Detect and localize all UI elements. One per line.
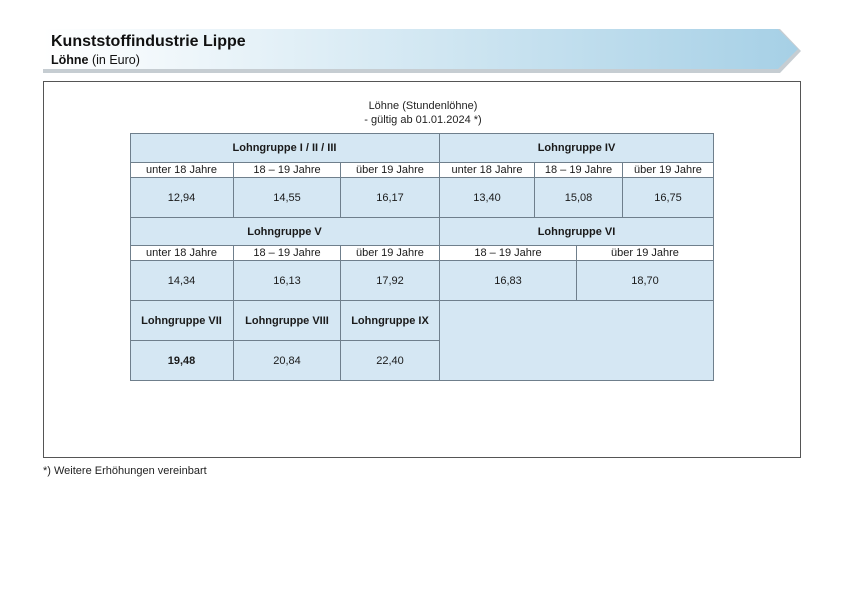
wage-value: 14,55: [234, 178, 341, 218]
footnote: *) Weitere Erhöhungen vereinbart: [43, 465, 207, 477]
wage-table: [130, 133, 714, 381]
age-header: über 19 Jahre: [341, 246, 440, 261]
empty-cell: [440, 301, 714, 381]
age-header: 18 – 19 Jahre: [535, 163, 623, 178]
group-header-7: Lohngruppe VII: [130, 301, 234, 341]
wage-value: 16,17: [341, 178, 440, 218]
wage-value: 19,48: [130, 341, 234, 381]
table-heading-line2: - gültig ab 01.01.2024 *): [364, 114, 482, 126]
age-header: 18 – 19 Jahre: [440, 246, 577, 261]
wage-value: 14,34: [130, 261, 234, 301]
age-header: 18 – 19 Jahre: [234, 246, 341, 261]
age-header: unter 18 Jahre: [130, 163, 234, 178]
page-title: Kunststoffindustrie Lippe: [51, 33, 246, 50]
group-header-6: Lohngruppe VI: [440, 218, 714, 246]
wage-value: 20,84: [234, 341, 341, 381]
wage-value: 16,75: [623, 178, 714, 218]
wage-value: 18,70: [577, 261, 714, 301]
group-header-8: Lohngruppe VIII: [234, 301, 341, 341]
group-header-1-3: Lohngruppe I / II / III: [130, 133, 440, 163]
table-heading-line1: Löhne (Stundenlöhne): [368, 100, 478, 112]
group-header-9: Lohngruppe IX: [341, 301, 440, 341]
wage-value: 15,08: [535, 178, 623, 218]
age-header: über 19 Jahre: [341, 163, 440, 178]
age-header: 18 – 19 Jahre: [234, 163, 341, 178]
wage-value: 16,83: [440, 261, 577, 301]
header-banner: [43, 29, 803, 73]
subtitle-rest: (in Euro): [88, 53, 140, 67]
age-header: über 19 Jahre: [623, 163, 714, 178]
wage-value: 13,40: [440, 178, 535, 218]
age-header: unter 18 Jahre: [130, 246, 234, 261]
page-subtitle: [51, 53, 140, 67]
age-header: unter 18 Jahre: [440, 163, 535, 178]
wage-value: 17,92: [341, 261, 440, 301]
wage-value: 12,94: [130, 178, 234, 218]
wage-value: 16,13: [234, 261, 341, 301]
age-header: über 19 Jahre: [577, 246, 714, 261]
wage-value: 22,40: [341, 341, 440, 381]
group-header-4: Lohngruppe IV: [440, 133, 714, 163]
subtitle-bold: Löhne: [51, 53, 89, 67]
group-header-5: Lohngruppe V: [130, 218, 440, 246]
